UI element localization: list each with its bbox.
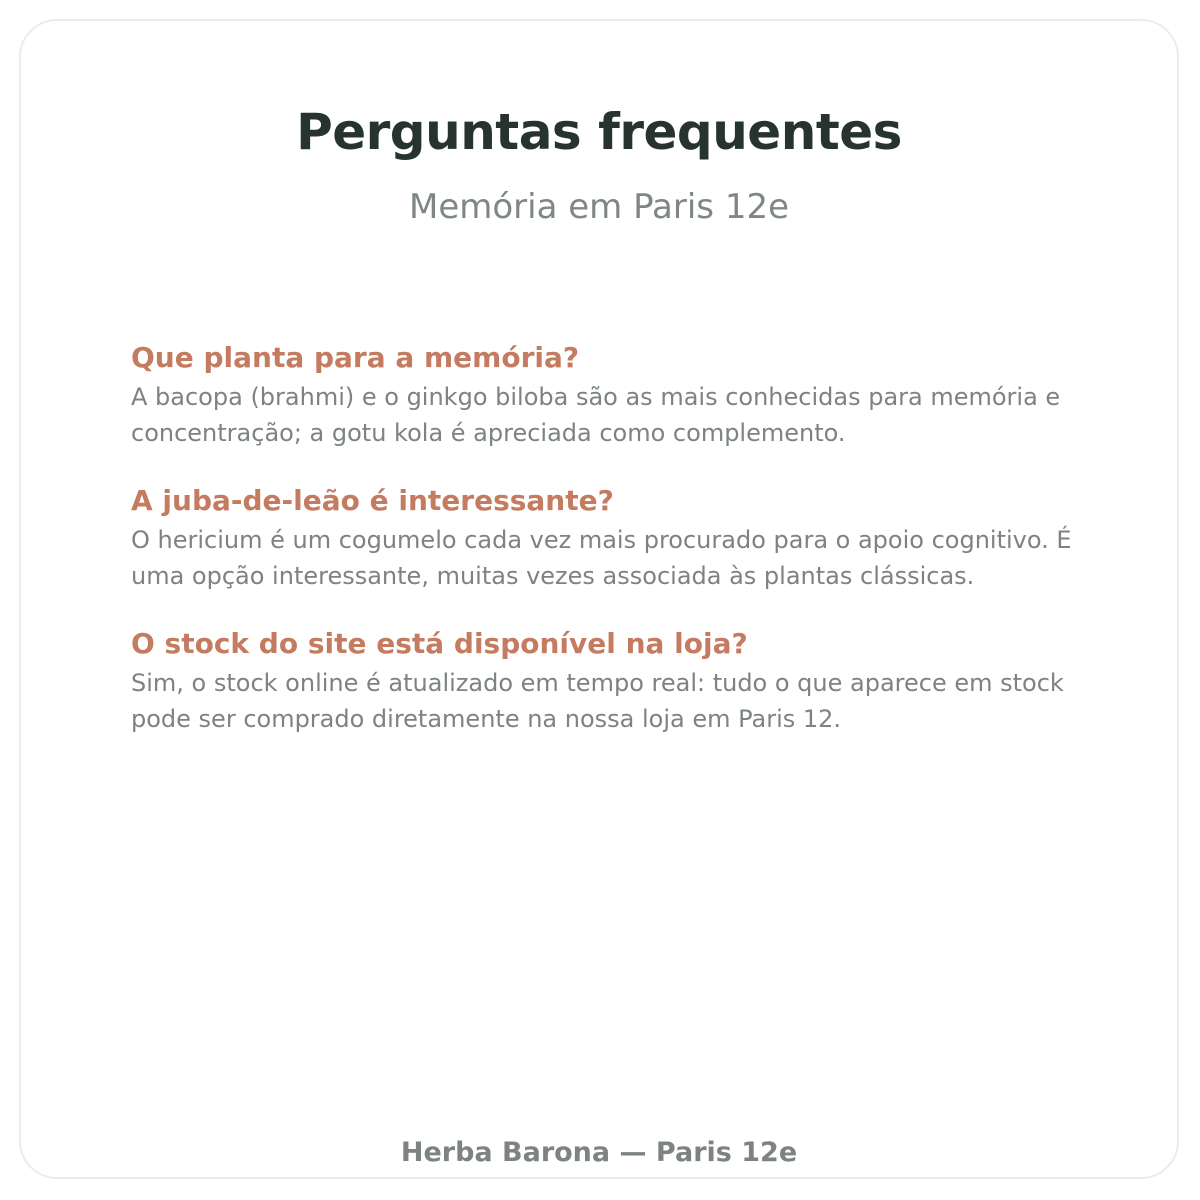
- faq-item: [131, 625, 1101, 737]
- page-subtitle: Memória em Paris 12e: [408, 187, 790, 227]
- faq-list: [131, 339, 1101, 768]
- faq-answer: Sim, o stock online é atualizado em tempo real: tudo o que aparece em stock pode ser comprado diretamente na nossa loja em Paris 12.: [131, 669, 1064, 733]
- faq-answer: O hericium é um cogumelo cada vez mais procurado para o apoio cognitivo. É uma opção interessante, muitas vezes associada às plantas clássicas.: [131, 526, 1072, 590]
- faq-question: A juba-de-leão é interessante?: [131, 484, 614, 517]
- page-title: Perguntas frequentes: [296, 103, 902, 161]
- faq-question: Que planta para a memória?: [131, 341, 580, 374]
- faq-item: [131, 339, 1101, 451]
- footer-brand: Herba Barona — Paris 12e: [400, 1137, 798, 1168]
- faq-card: [19, 19, 1179, 1179]
- faq-answer: A bacopa (brahmi) e o ginkgo biloba são as mais conhecidas para memória e concentração; a gotu kola é apreciada como complemento.: [131, 383, 1061, 447]
- faq-question: O stock do site está disponível na loja?: [131, 627, 748, 660]
- faq-item: [131, 482, 1101, 594]
